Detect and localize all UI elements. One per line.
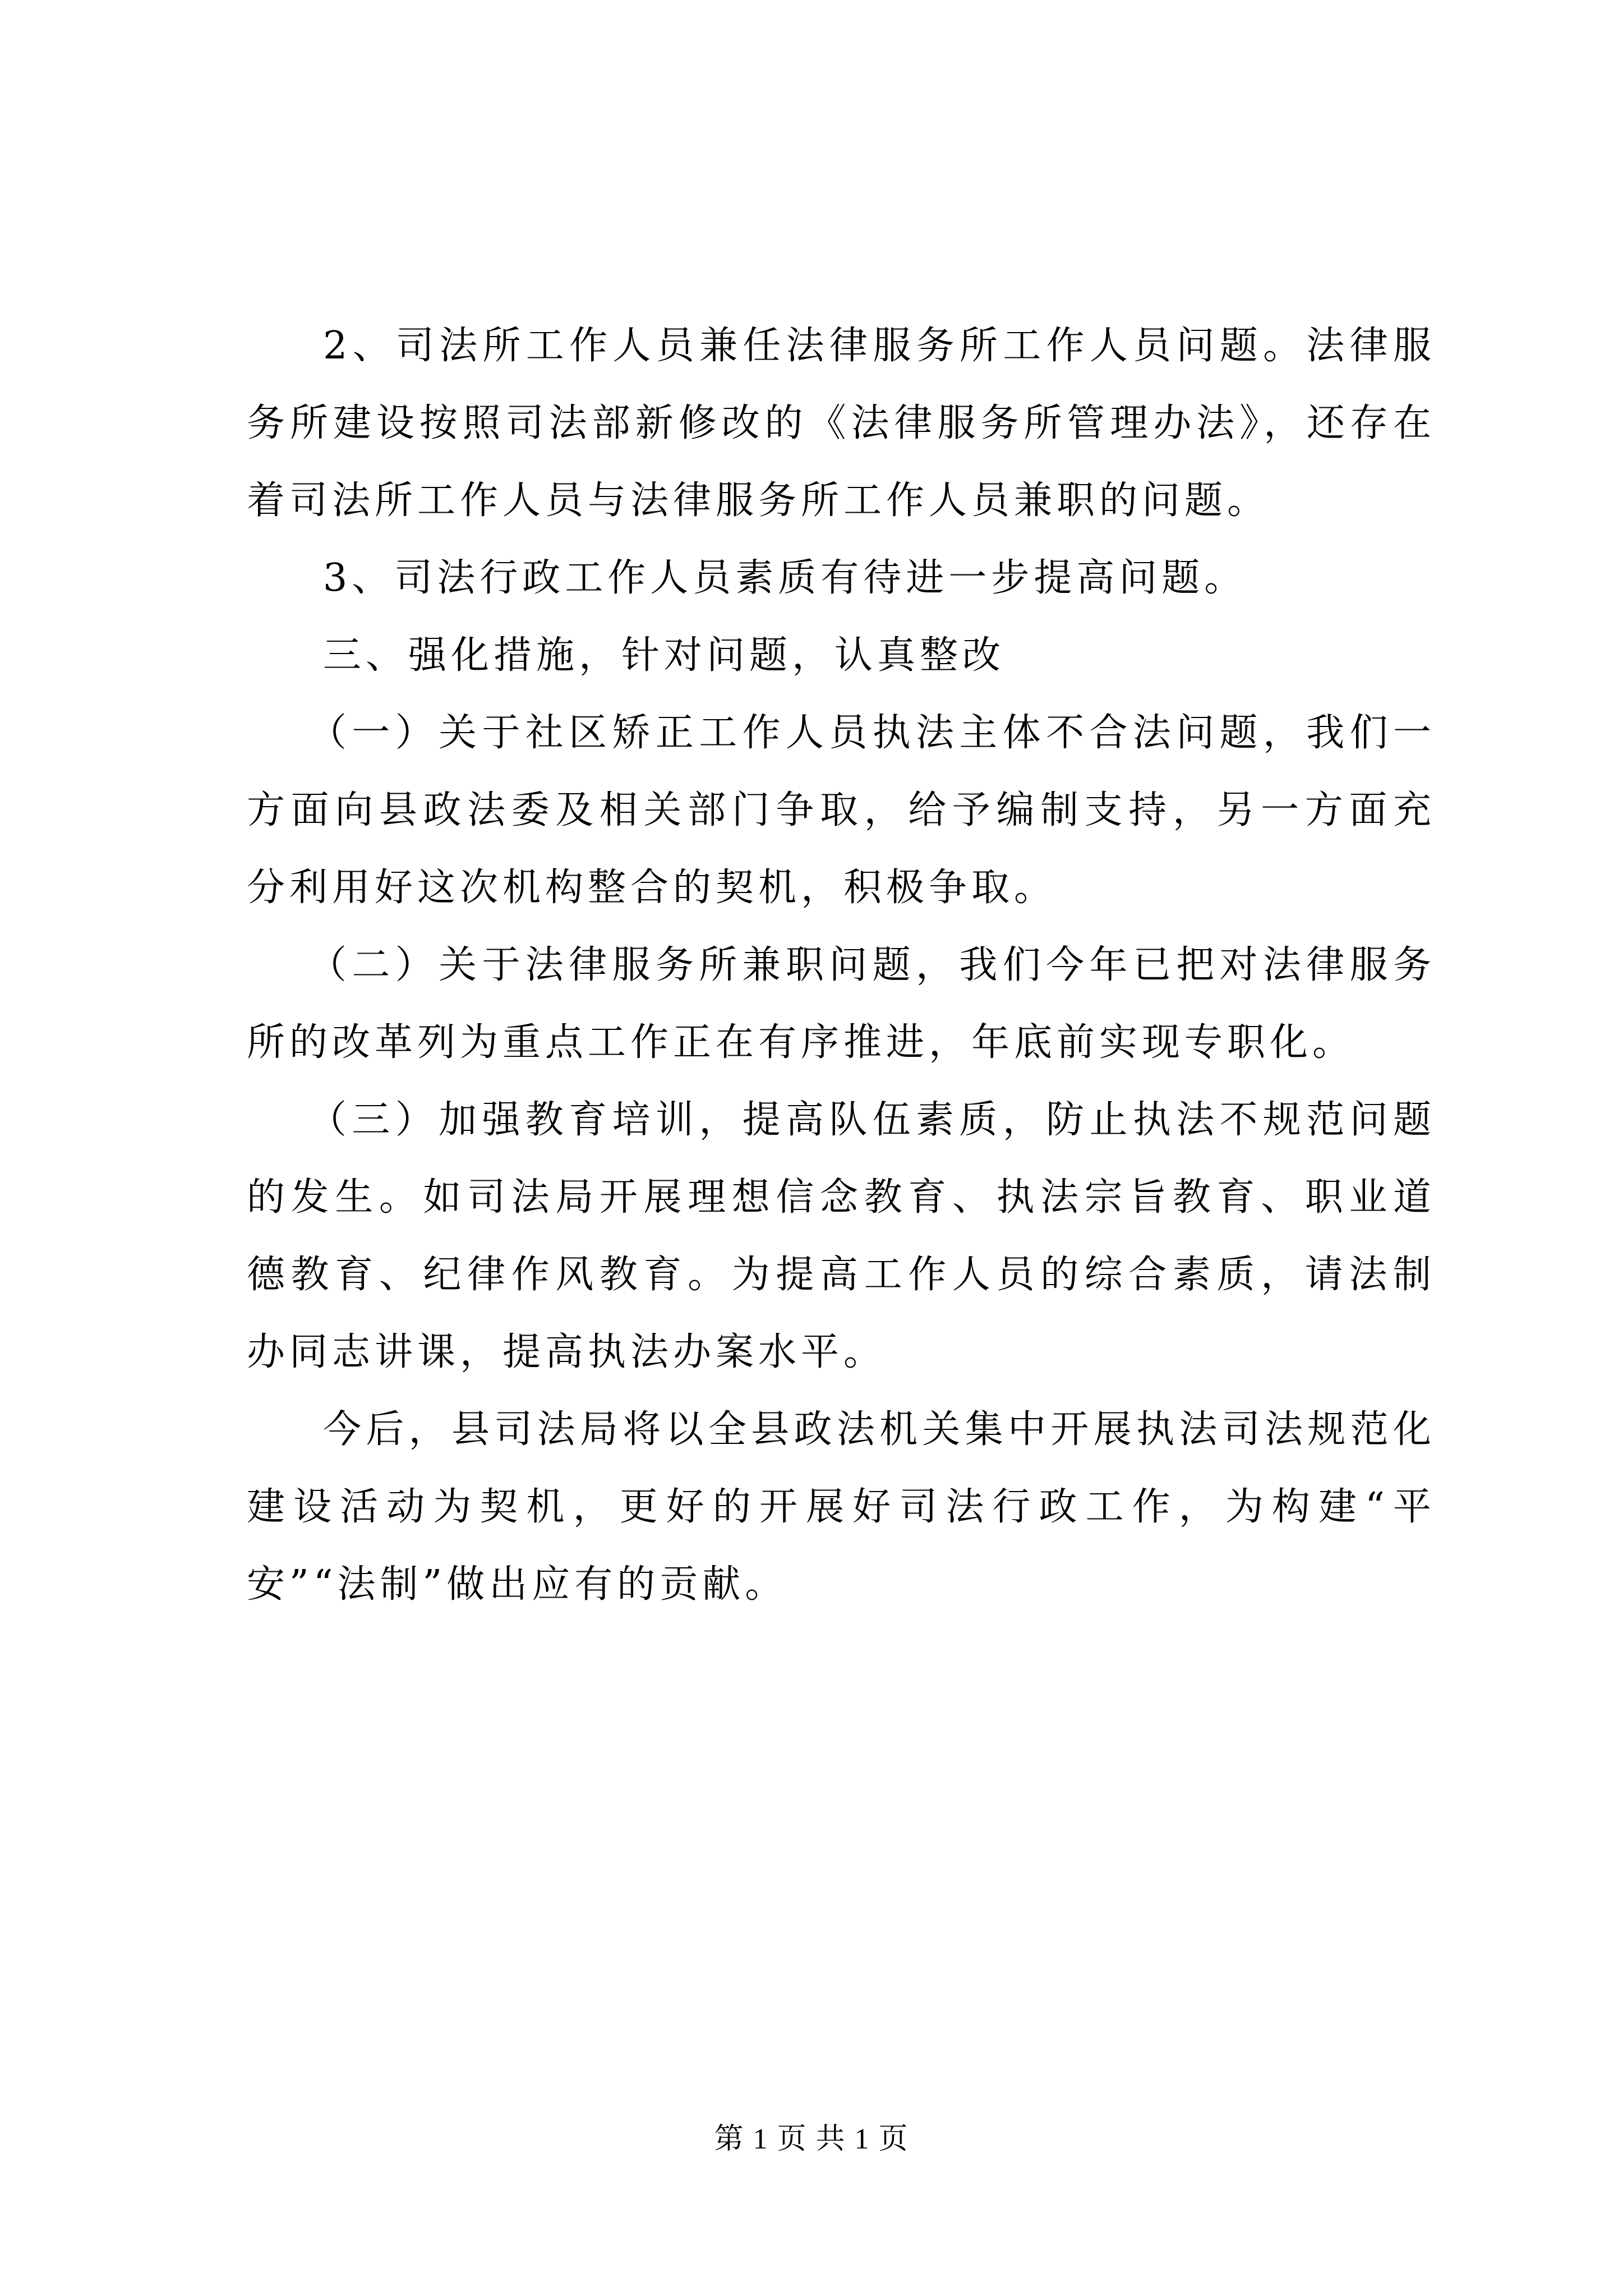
paragraph-measure-1: （一）关于社区矫正工作人员执法主体不合法问题，我们一方面向县政法委及相关部门争取，给予编制支持，另一方面充分利用好这次机构整合的契机，积极争取。 [247,711,1436,910]
paragraph-conclusion: 今后，县司法局将以全县政法机关集中开展执法司法规范化建设活动为契机，更好的开展好司法行政工作，为构建“平安”“法制”做出应有的贡献。 [247,1407,1436,1607]
paragraph-staff-quality-issue: 3、司法行政工作人员素质有待进一步提高问题。 [323,556,1247,600]
section-heading-rectification: 三、强化措施，针对问题，认真整改 [323,633,1006,678]
document-body [247,307,1436,1623]
paragraph-lawyer-office-part-time-issue: 2、司法所工作人员兼任法律服务所工作人员问题。法律服务所建设按照司法部新修改的《法律服务所管理办法》，还存在着司法所工作人员与法律服务所工作人员兼职的问题。 [247,324,1436,523]
paragraph-measure-3: （三）加强教育培训，提高队伍素质，防止执法不规范问题的发生。如司法局开展理想信念教育、执法宗旨教育、职业道德教育、纪律作风教育。为提高工作人员的综合素质，请法制办同志讲课，提高执法办案水平。 [247,1098,1436,1374]
page-footer-page-number: 第 1 页 共 1 页 [714,2123,909,2155]
paragraph-measure-2: （二）关于法律服务所兼职问题，我们今年已把对法律服务所的改革列为重点工作正在有序推进，年底前实现专职化。 [247,943,1436,1065]
